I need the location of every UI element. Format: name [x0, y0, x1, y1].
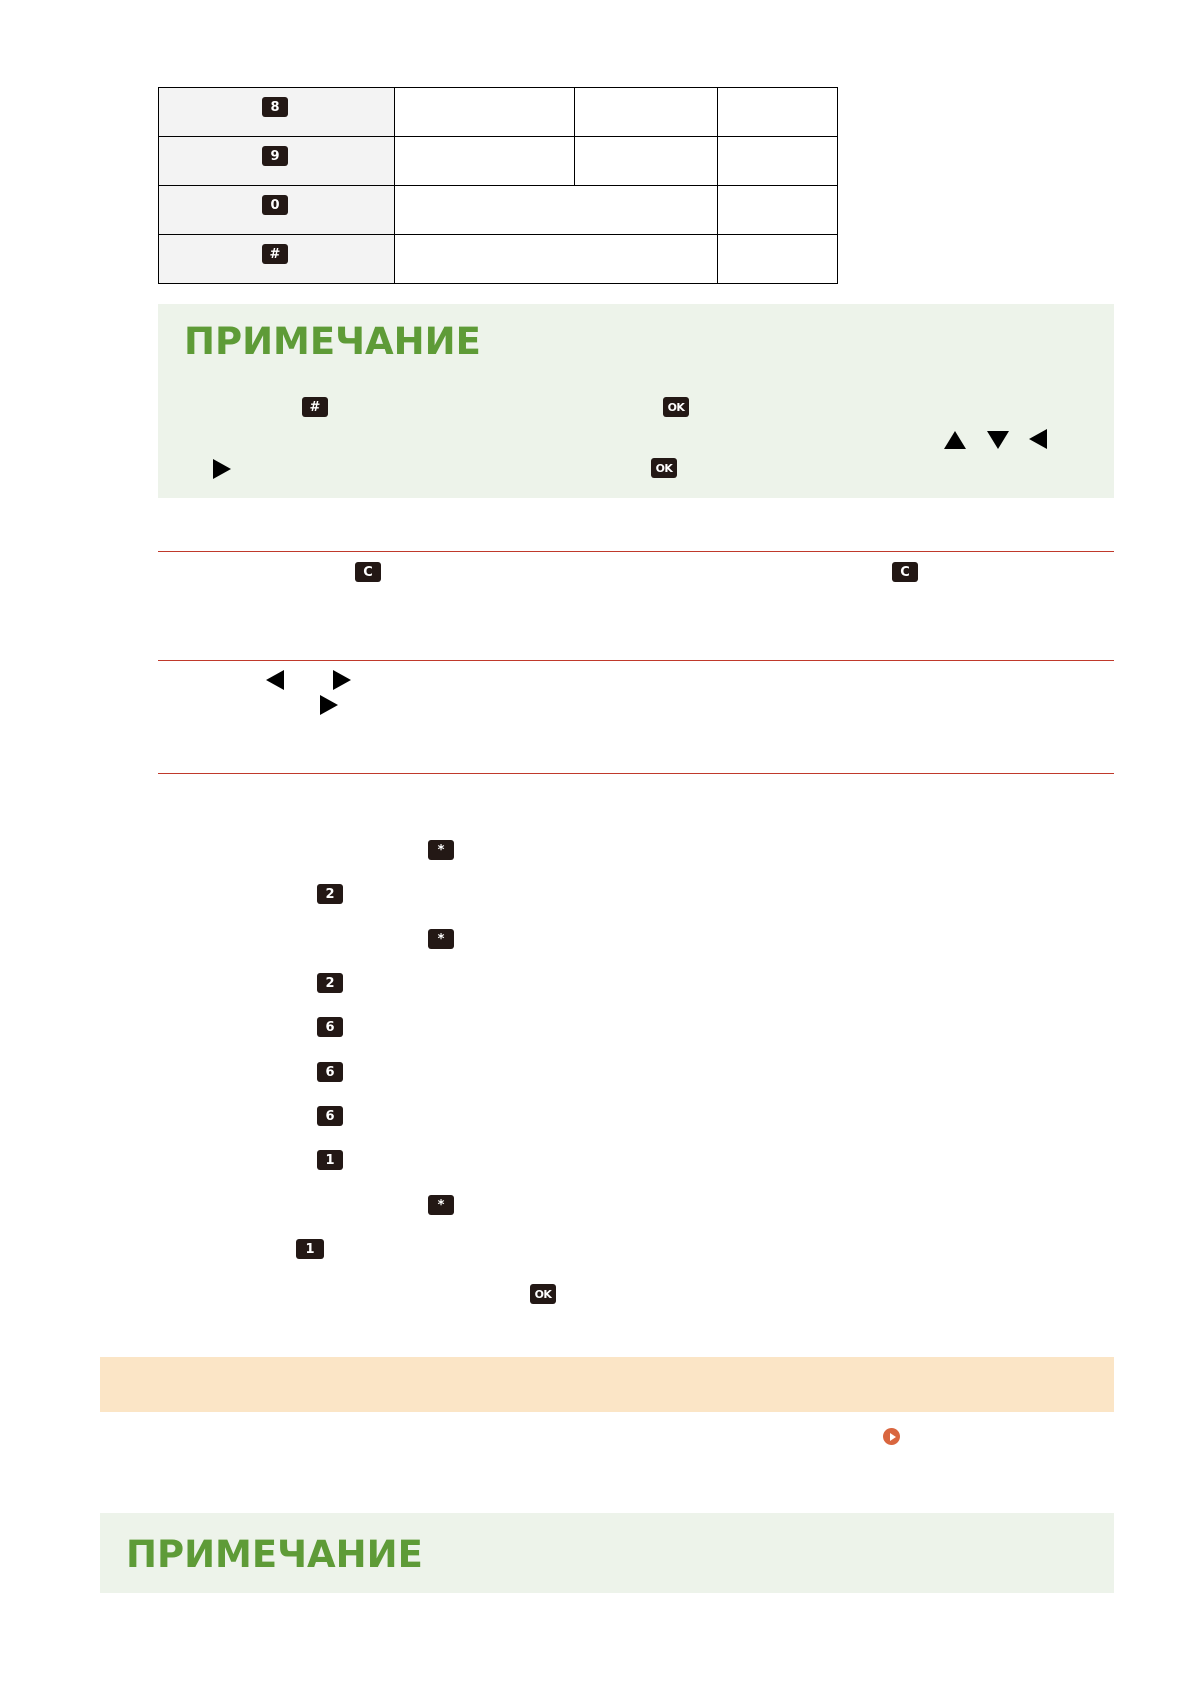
section-divider [158, 660, 1114, 661]
table-row [159, 88, 838, 137]
key-0-icon: 0 [262, 195, 288, 215]
note-title: ПРИМЕЧАНИЕ [184, 320, 481, 363]
arrow-right-icon [213, 459, 231, 479]
star-key-icon: * [428, 929, 454, 949]
key-hash-icon: # [262, 244, 288, 264]
clear-key-icon: C [892, 562, 918, 582]
section-divider [158, 551, 1114, 552]
table-cell [718, 88, 838, 137]
table-cell [718, 235, 838, 284]
key-2-icon: 2 [317, 973, 343, 993]
key-table [158, 87, 838, 284]
key-cell [159, 186, 395, 235]
table-cell [718, 137, 838, 186]
table-cell [395, 88, 575, 137]
table-cell [575, 88, 718, 137]
arrow-left-icon [1029, 429, 1047, 449]
ok-key-icon: OK [663, 397, 689, 417]
tip-bar [100, 1357, 1114, 1412]
table-cell [395, 186, 718, 235]
key-1-icon: 1 [296, 1239, 324, 1259]
table-row [159, 186, 838, 235]
note-title: ПРИМЕЧАНИЕ [126, 1533, 423, 1576]
arrow-down-icon [987, 431, 1009, 449]
star-key-icon: * [428, 1195, 454, 1215]
key-6-icon: 6 [317, 1017, 343, 1037]
link-arrow-icon[interactable] [883, 1428, 900, 1445]
key-6-icon: 6 [317, 1106, 343, 1126]
key-6-icon: 6 [317, 1062, 343, 1082]
ok-key-icon: OK [530, 1284, 556, 1304]
key-8-icon: 8 [262, 97, 288, 117]
table-cell [395, 137, 575, 186]
key-cell [159, 88, 395, 137]
key-9-icon: 9 [262, 146, 288, 166]
arrow-right-icon [333, 670, 351, 690]
table-row [159, 137, 838, 186]
table-cell [718, 186, 838, 235]
table-row [159, 235, 838, 284]
table-cell [575, 137, 718, 186]
arrow-up-icon [944, 431, 966, 449]
section-divider [158, 773, 1114, 774]
star-key-icon: * [428, 840, 454, 860]
key-cell [159, 235, 395, 284]
key-hash-icon: # [302, 397, 328, 417]
key-2-icon: 2 [317, 884, 343, 904]
ok-key-icon: OK [651, 458, 677, 478]
key-cell [159, 137, 395, 186]
table-cell [395, 235, 718, 284]
key-1-icon: 1 [317, 1150, 343, 1170]
arrow-right-icon [320, 695, 338, 715]
clear-key-icon: C [355, 562, 381, 582]
arrow-left-icon [266, 670, 284, 690]
